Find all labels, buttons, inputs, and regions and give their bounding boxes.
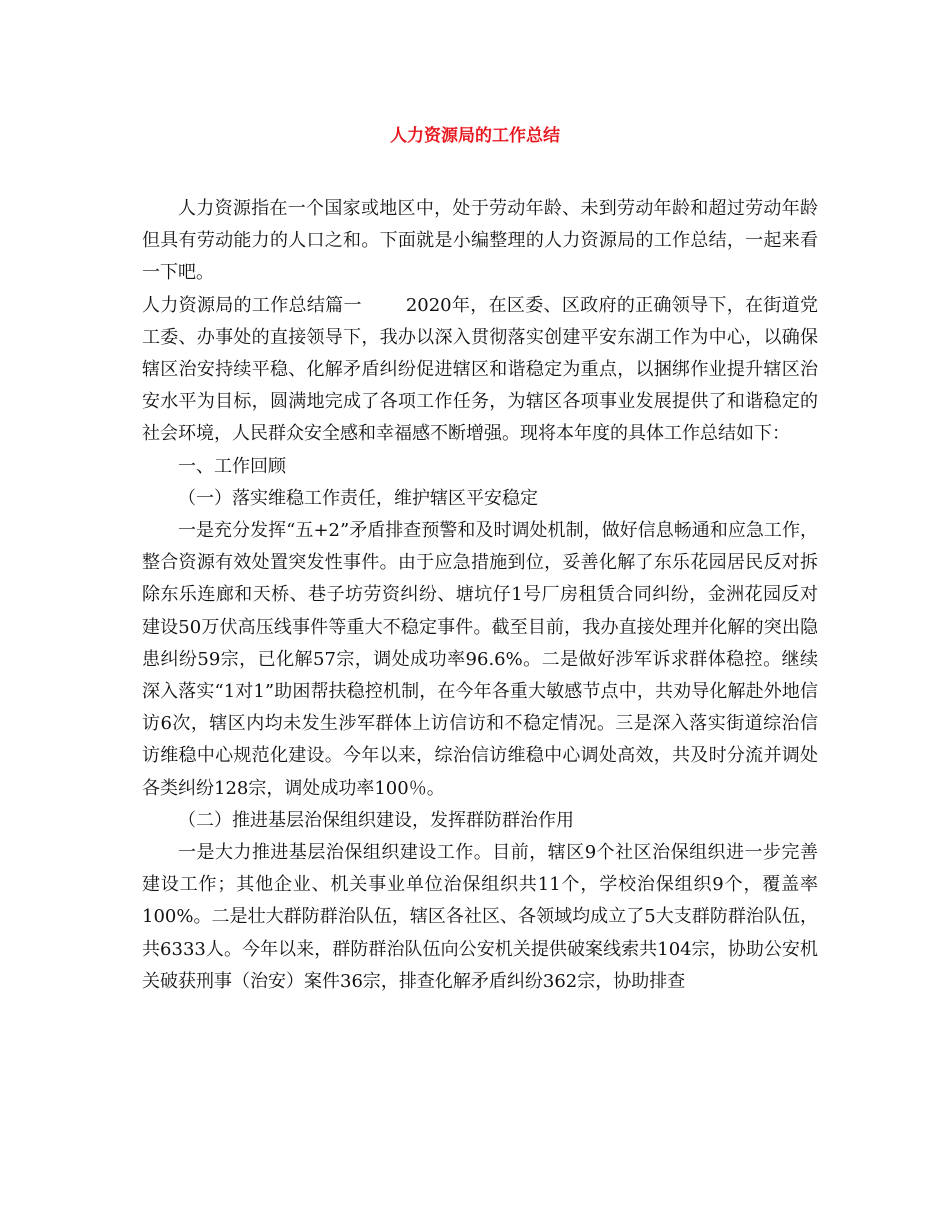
subsection-heading-1: （一）落实维稳工作责任，维护辖区平安稳定 (178, 487, 538, 509)
part-paragraph (142, 290, 818, 451)
section-heading: 一、工作回顾 (178, 455, 286, 477)
subsection-body-1: 一是充分发挥“五+2”矛盾排查预警和及时调处机制，做好信息畅通和应急工作，整合资源有效处置突发性事件。由于应急措施到位，妥善化解了东乐花园居民反对拆除东乐连廊和天桥、巷子坊劳资纠纷、塘坑仔1号厂房租赁合同纠纷，金洲花园反对建设50万伏高压线事件等重大不稳定事件。截至目前，我办直接处理并化解的突出隐患纠纷59宗，已化解57宗，调处成功率96.6%。二是做好涉军诉求群体稳控。继续深入落实“1对1”助困帮扶稳控机制，在今年各重大敏感节点中，共劝导化解赴外地信访6次，辖区内均未发生涉军群体上访信访和不稳定情况。三是深入落实街道综治信访维稳中心规范化建设。今年以来，综治信访维稳中心调处高效，共及时分流并调处各类纠纷128宗，调处成功率100％。 (142, 520, 818, 799)
intro-paragraph: 人力资源指在一个国家或地区中，处于劳动年龄、未到劳动年龄和超过劳动年龄但具有劳动能力的人口之和。下面就是小编整理的人力资源局的工作总结，一起来看一下吧。 (142, 198, 818, 284)
part-heading: 人力资源局的工作总结篇一 (142, 294, 362, 316)
part-body: 2020年，在区委、区政府的正确领导下，在街道党工委、办事处的直接领导下，我办以深入贯彻落实创建平安东湖工作为中心，以确保辖区治安持续平稳、化解矛盾纠纷促进辖区和谐稳定为重点，以捆绑作业提升辖区治安水平为目标，圆满地完成了各项工作任务，为辖区各项事业发展提供了和谐稳定的社会环境，人民群众安全感和幸福感不断增强。现将本年度的具体工作总结如下： (142, 294, 819, 445)
document-title: 人力资源局的工作总结 (390, 126, 560, 146)
document-body (142, 193, 818, 998)
subsection-body-2: 一是大力推进基层治保组织建设工作。目前，辖区9个社区治保组织进一步完善建设工作；其他企业、机关事业单位治保组织共11个，学校治保组织9个，覆盖率100%。二是壮大群防群治队伍，辖区各社区、各领域均成立了5大支群防群治队伍，共6333人。今年以来，群防群治队伍向公安机关提供破案线索共104宗，协助公安机关破获刑事（治安）案件36宗，排查化解矛盾纠纷362宗，协助排查 (142, 842, 818, 992)
subsection-heading-2: （二）推进基层治保组织建设，发挥群防群治作用 (178, 809, 574, 831)
